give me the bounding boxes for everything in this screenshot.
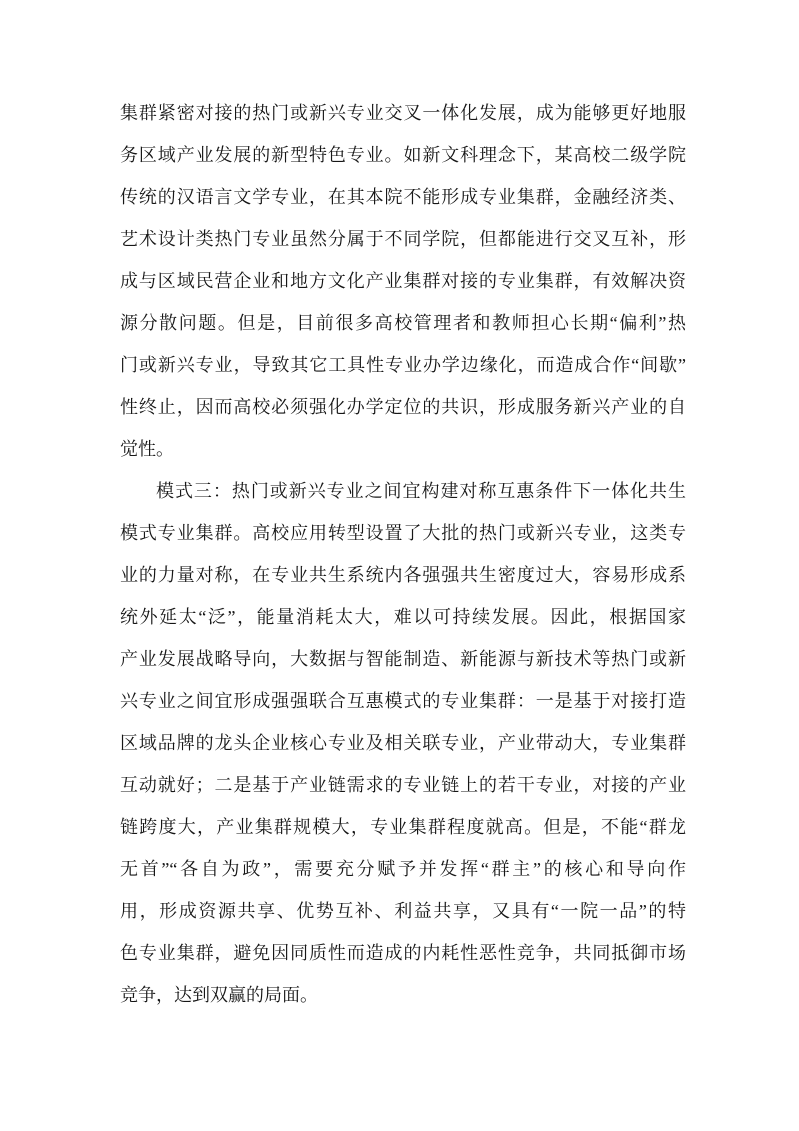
text-line: 用，形成资源共享、优势互补、利益共享，又具有“一院一品”的特 <box>120 901 686 921</box>
document-text-block <box>120 92 686 1016</box>
text-line: 区域品牌的龙头企业核心专业及相关联专业，产业带动大，专业集群 <box>120 733 686 753</box>
text-line: 门或新兴专业，导致其它工具性专业办学边缘化，而造成合作“间歇” <box>120 355 686 375</box>
text-line: 链跨度大，产业集群规模大，专业集群程度就高。但是，不能“群龙 <box>120 817 686 837</box>
text-line: 统外延太“泛”，能量消耗太大，难以可持续发展。因此，根据国家 <box>120 607 686 627</box>
text-line: 集群紧密对接的热门或新兴专业交叉一体化发展，成为能够更好地服 <box>120 103 686 123</box>
text-line: 务区域产业发展的新型特色专业。如新文科理念下，某高校二级学院 <box>120 145 686 165</box>
text-line: 觉性。 <box>120 439 174 459</box>
text-line: 传统的汉语言文学专业，在其本院不能形成专业集群，金融经济类、 <box>120 187 686 207</box>
text-line: 竞争，达到双赢的局面。 <box>120 985 318 1005</box>
text-line: 艺术设计类热门专业虽然分属于不同学院，但都能进行交叉互补，形 <box>120 229 686 249</box>
text-line: 产业发展战略导向，大数据与智能制造、新能源与新技术等热门或新 <box>120 649 686 669</box>
text-line: 模式三：热门或新兴专业之间宜构建对称互惠条件下一体化共生 <box>156 481 686 501</box>
text-line: 兴专业之间宜形成强强联合互惠模式的专业集群：一是基于对接打造 <box>120 691 686 711</box>
text-line: 业的力量对称，在专业共生系统内各强强共生密度过大，容易形成系 <box>120 565 686 585</box>
text-line: 无首”“各自为政”，需要充分赋予并发挥“群主”的核心和导向作 <box>120 859 686 879</box>
text-line: 性终止，因而高校必须强化办学定位的共识，形成服务新兴产业的自 <box>120 397 686 417</box>
text-line: 互动就好；二是基于产业链需求的专业链上的若干专业，对接的产业 <box>120 775 686 795</box>
text-line: 模式专业集群。高校应用转型设置了大批的热门或新兴专业，这类专 <box>120 523 686 543</box>
text-line: 色专业集群，避免因同质性而造成的内耗性恶性竞争，共同抵御市场 <box>120 943 686 963</box>
text-line: 成与区域民营企业和地方文化产业集群对接的专业集群，有效解决资 <box>120 271 686 291</box>
text-line: 源分散问题。但是，目前很多高校管理者和教师担心长期“偏利”热 <box>120 313 686 333</box>
